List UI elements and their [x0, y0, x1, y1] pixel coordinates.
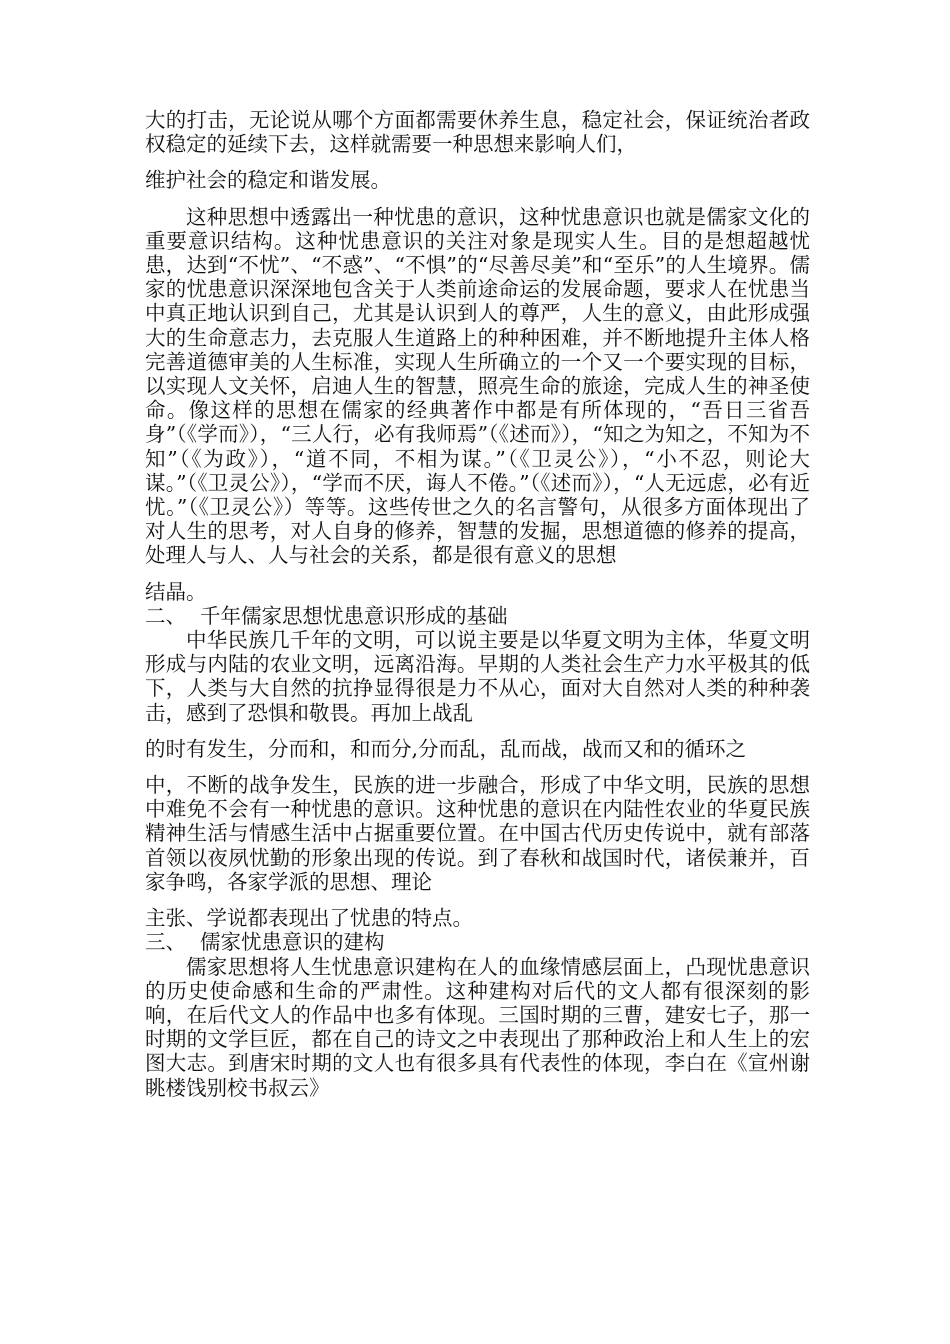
section-heading-2-title: 千年儒家思想忧患意识形成的基础	[200, 603, 508, 628]
paragraph-3-text: 中华民族几千年的文明，可以说主要是以华夏文明为主体，华夏文明形成与内陆的农业文明，远离沿海。早期的人类社会生产力水平极其的低下，人类与大自然的抗挣显得很是力不从心，面对大自然对人类的种种袭击，感到了恐惧和敬畏。再加上战乱	[145, 628, 810, 725]
paragraph-3	[145, 628, 810, 725]
paragraph-1-last-line	[145, 168, 810, 192]
section-heading-2-number: 二、	[145, 603, 186, 628]
paragraph-3-line-c	[145, 773, 810, 894]
paragraph-4	[145, 955, 810, 1100]
paragraph-4-text: 儒家思想将人生忧患意识建构在人的血缘情感层面上，凸现忧患意识的历史使命感和生命的严肃性。这种建构对后代的文人都有很深刻的影响，在后代文人的作品中也多有体现。三国时期的三曹，建安七子，那一时期的文学巨匠，都在自己的诗文之中表现出了那种政治上和人生上的宏图大志。到唐宋时期的文人也有很多具有代表性的体现，李白在《宣州谢眺楼饯别校书叔云》	[145, 954, 810, 1100]
paragraph-1-text: 大的打击，无论说从哪个方面都需要休养生息，稳定社会，保证统治者政权稳定的延续下去，这样就需要一种思想来影响人们，	[145, 108, 810, 157]
section-heading-3-title: 儒家忧患意识的建构	[200, 930, 385, 955]
paragraph-3-last-line	[145, 906, 810, 930]
paragraph-3-tail: 主张、学说都表现出了忧患的特点。	[145, 906, 473, 931]
paragraph-2	[145, 205, 810, 568]
section-heading-2	[145, 604, 810, 628]
paragraph-3-text-b: 的时有发生，分而和，和而分,分而乱，乱而战，战而又和的循环之	[145, 736, 747, 761]
paragraph-2-last-line	[145, 580, 810, 604]
section-heading-3	[145, 930, 810, 954]
paragraph-2-tail: 结晶。	[145, 579, 207, 604]
paragraph-2-text: 这种思想中透露出一种忧患的意识，这种忧患意识也就是儒家文化的重要意识结构。这种忧患意识的关注对象是现实人生。目的是想超越忧患，达到“不忧”、“不惑”、“不惧”的“尽善尽美”和“至乐”的人生境界。儒家的忧患意识深深地包含关于人类前途命运的发展命题，要求人在忧患当中真正地认识到自己，尤其是认识到人的尊严，人生的意义，由此形成强大的生命意志力，去克服人生道路上的种种困难，并不断地提升主体人格完善道德审美的人生标准，实现人生所确立的一个又一个要实现的目标，以实现人文关怀，启迪人生的智慧，照亮生命的旅途，完成人生的神圣使命。像这样的思想在儒家的经典著作中都是有所体现的，“吾日三省吾身”（《学而》），“三人行，必有我师焉”（《述而》），“知之为知之，不知为不知”（《为政》），“道不同，不相为谋。”（《卫灵公》），“小不忍，则论大谋。”（《卫灵公》），“学而不厌，诲人不倦。”（《述而》），“人无远虑，必有近忧。”（《卫灵公》）等等。这些传世之久的名言警句，从很多方面体现出了对人生的思考，对人自身的修养，智慧的发掘，思想道德的修养的提高，处理人与人、人与社会的关系，都是很有意义的思想	[145, 204, 810, 568]
paragraph-1	[145, 108, 810, 156]
paragraph-3-line-b	[145, 737, 810, 761]
paragraph-1-tail: 维护社会的稳定和谐发展。	[145, 168, 391, 193]
document-page	[145, 108, 810, 1100]
paragraph-3-text-c: 中，不断的战争发生，民族的进一步融合，形成了中华文明，民族的思想中难免不会有一种忧患的意识。这种忧患的意识在内陆性农业的华夏民族精神生活与情感生活中占据重要位置。在中国古代历史传说中，就有部落首领以夜夙忧勤的形象出现的传说。到了春秋和战国时代，诸侯兼并，百家争鸣，各家学派的思想、理论	[145, 773, 810, 894]
section-heading-3-number: 三、	[145, 930, 186, 955]
